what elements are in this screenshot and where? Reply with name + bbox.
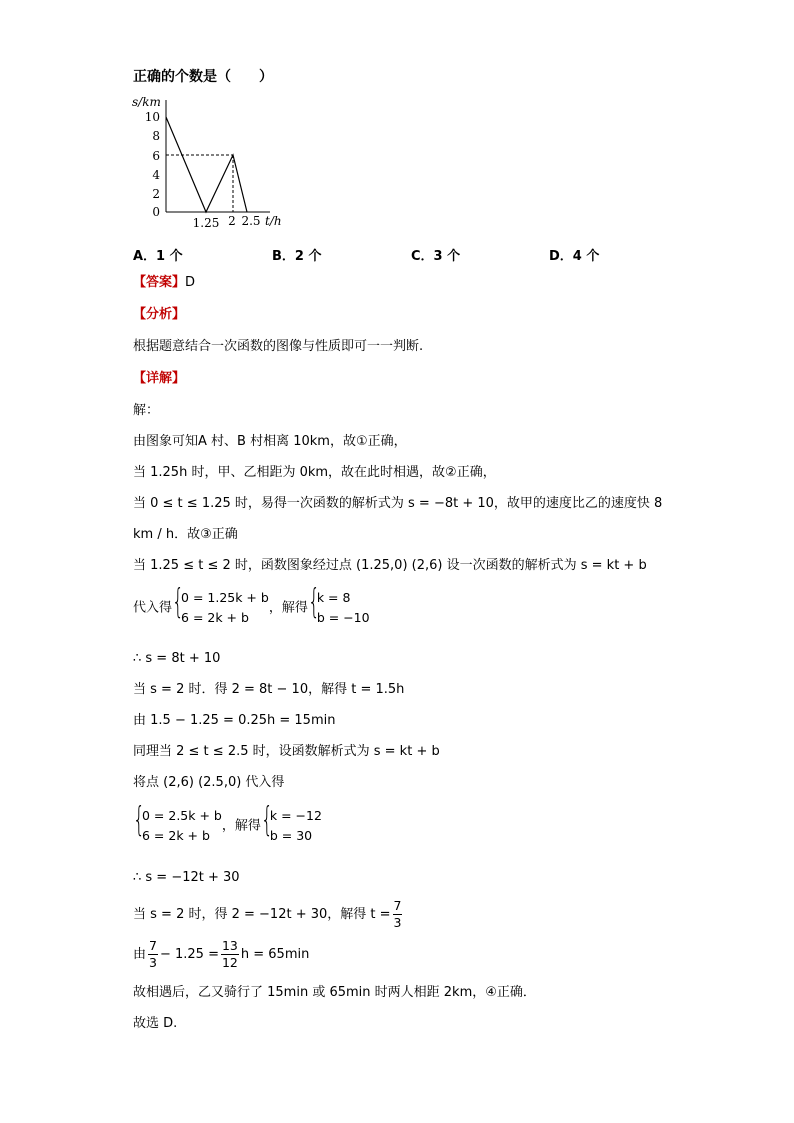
y-tick: 2 (152, 187, 160, 201)
line16-mid: − 1.25 = (159, 947, 219, 962)
numerator: 13 (221, 938, 238, 953)
option-d: D．4 个 (549, 249, 600, 264)
y-tick: 6 (152, 149, 160, 163)
detail-tag: 【详解】 (133, 371, 186, 386)
detail-line-9: 当 s = 2 时．得 2 = 8t − 10，解得 t = 1.5h (133, 682, 405, 697)
line7-prefix: 代入得 (133, 600, 173, 616)
y-tick: 8 (152, 129, 160, 143)
option-a: A．1 个 (133, 249, 183, 264)
eq-row: b = −10 (316, 610, 370, 625)
distance-line (166, 117, 247, 212)
x-tick: 2 (228, 214, 236, 228)
option-b: B．2 个 (272, 249, 322, 264)
eq-row: 0 = 1.25k + b (181, 590, 269, 605)
detail-line-10: 由 1.5 − 1.25 = 0.25h = 15min (133, 713, 336, 728)
detail-line-15 (133, 898, 404, 931)
solution-system-1: { k = 8 b = −10 (308, 588, 370, 628)
numerator: 7 (149, 938, 157, 953)
numerator: 7 (393, 898, 402, 913)
line15-prefix: 当 s = 2 时，得 2 = −12t + 30，解得 t = (133, 907, 391, 922)
detail-line-6: 当 1.25 ≤ t ≤ 2 时，函数图象经过点 (1.25,0) (2,6) 设一次函数的解析式为 s = kt + b (133, 558, 647, 573)
eq-row: k = −12 (269, 808, 322, 823)
eq-row: b = 30 (269, 828, 313, 843)
detail-line-4: 当 0 ≤ t ≤ 1.25 时，易得一次函数的解析式为 s = −8t + 10，故甲的速度比乙的速度快 8 (133, 496, 663, 511)
distance-time-graph (130, 92, 290, 232)
eq-row: 6 = 2k + b (142, 828, 210, 843)
eq-row: k = 8 (316, 590, 351, 605)
detail-line-14: ∴ s = −12t + 30 (133, 870, 240, 885)
analysis-tag: 【分析】 (133, 307, 186, 322)
detail-line-13 (133, 800, 322, 846)
detail-line-11: 同理当 2 ≤ t ≤ 2.5 时，设函数解析式为 s = kt + b (133, 744, 440, 759)
option-c: C．3 个 (411, 249, 461, 264)
fraction-7-3 (393, 898, 403, 931)
detail-line-7 (133, 582, 370, 628)
answer-tag: 【答案】 (133, 275, 186, 290)
analysis-text: 根据题意结合一次函数的图像与性质即可一一判断. (133, 339, 424, 354)
line16-suffix: h = 65min (240, 947, 310, 962)
line16-prefix: 由 (133, 947, 147, 962)
detail-line-17: 故相遇后，乙又骑行了 15min 或 65min 时两人相距 2km，④正确． (133, 985, 536, 1000)
eq-row: 0 = 2.5k + b (142, 808, 222, 823)
solution-system-2: { k = −12 b = 30 (261, 806, 322, 846)
answer-line (133, 276, 195, 289)
detail-line-1: 解： (133, 403, 160, 418)
detail-line-18: 故选 D. (133, 1016, 178, 1031)
denominator: 12 (221, 955, 238, 970)
fraction-13-12 (221, 938, 239, 971)
detail-line-5: km / h．故③正确 (133, 527, 238, 542)
y-tick: 4 (152, 168, 160, 182)
y-tick: 0 (152, 205, 160, 219)
equation-system-2: { 0 = 2.5k + b 6 = 2k + b (133, 806, 222, 846)
x-axis-label: t/h (265, 214, 282, 228)
detail-line-16 (133, 938, 309, 971)
detail-line-8: ∴ s = 8t + 10 (133, 651, 221, 666)
fraction-7-3 (148, 938, 158, 971)
x-tick: 1.25 (192, 216, 220, 230)
line7-mid: ，解得 (268, 600, 308, 616)
equation-system-1: { 0 = 1.25k + b 6 = 2k + b (172, 588, 269, 628)
y-tick: 10 (144, 110, 160, 124)
x-tick: 2.5 (241, 214, 261, 228)
y-axis-label: s/km (132, 95, 161, 109)
eq-row: 6 = 2k + b (181, 610, 249, 625)
detail-line-3: 当 1.25h 时，甲、乙相距为 0km，故在此时相遇，故②正确， (133, 465, 496, 480)
answer-value: D (185, 275, 196, 290)
denominator: 3 (149, 955, 157, 970)
detail-line-2: 由图象可知A 村、B 村相离 10km，故①正确， (133, 434, 407, 449)
denominator: 3 (393, 915, 402, 930)
question-stem: 正确的个数是（ ） (133, 69, 273, 85)
line13-mid: ，解得 (221, 818, 261, 834)
detail-line-12: 将点 (2,6) (2.5,0) 代入得 (133, 775, 285, 790)
